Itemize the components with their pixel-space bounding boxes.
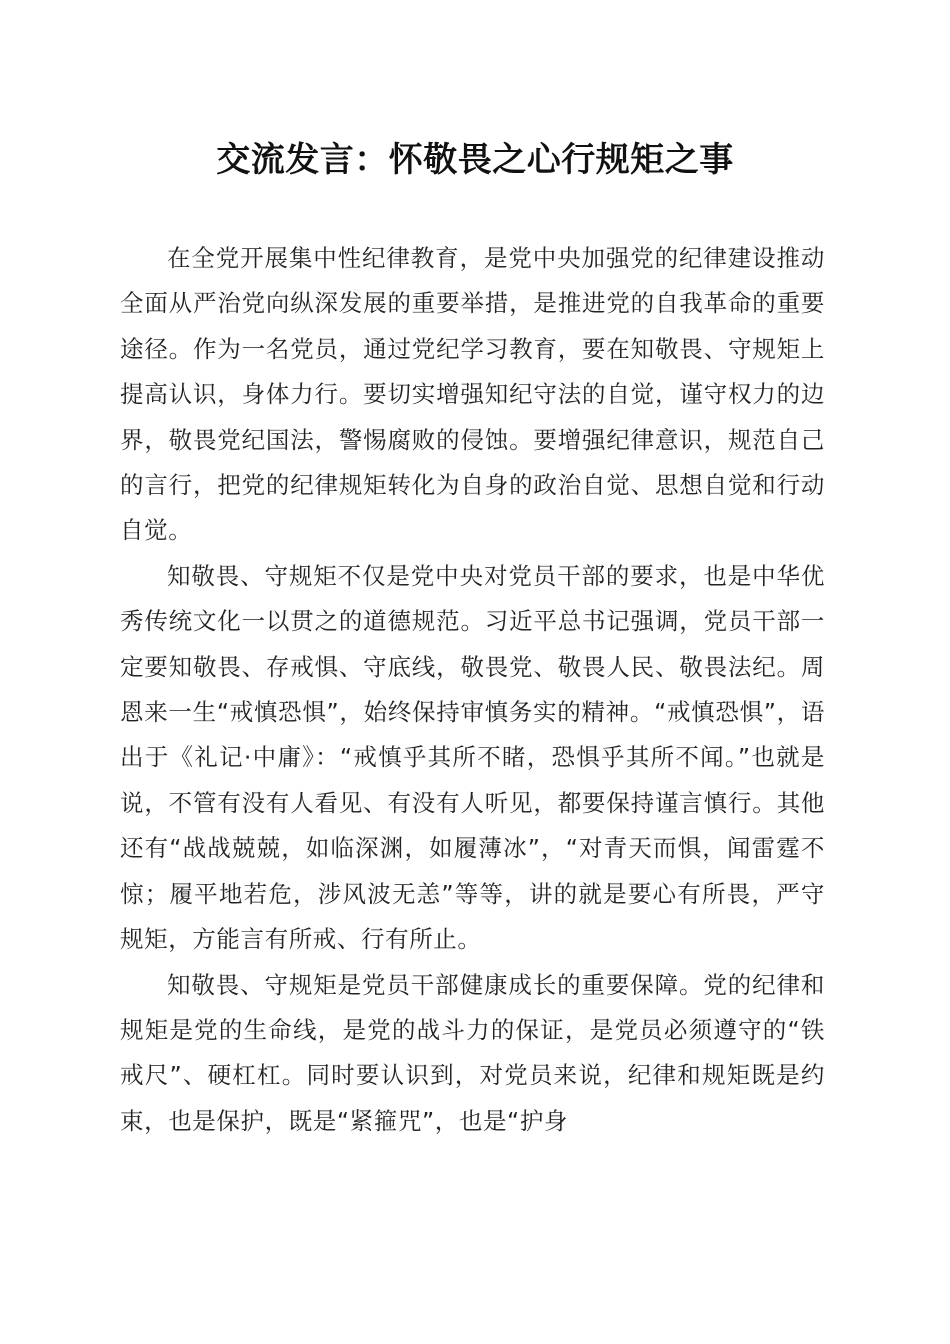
paragraph-1: 在全党开展集中性纪律教育，是党中央加强党的纪律建设推动全面从严治党向纵深发展的重要举措，是推进党的自我革命的重要途径。作为一名党员，通过党纪学习教育，要在知敬畏、守规矩上提高认识，身体力行。要切实增强知纪守法的自觉，谨守权力的边界，敬畏党纪国法，警惕腐败的侵蚀。要增强纪律意识，规范自己的言行，把党的纪律规矩转化为自身的政治自觉、思想自觉和行动自觉。 — [120, 244, 825, 545]
paragraph-3: 知敬畏、守规矩是党员干部健康成长的重要保障。党的纪律和规矩是党的生命线，是党的战斗力的保证，是党员必须遵守的“铁戒尺”、硬杠杠。同时要认识到，对党员来说，纪律和规矩既是约束，也是保护，既是“紧箍咒”，也是“护身 — [120, 970, 825, 1135]
paragraph-2: 知敬畏、守规矩不仅是党中央对党员干部的要求，也是中华优秀传统文化一以贯之的道德规范。习近平总书记强调，党员干部一定要知敬畏、存戒惧、守底线，敬畏党、敬畏人民、敬畏法纪。周恩来一生“戒慎恐惧”，始终保持审慎务实的精神。“戒慎恐惧”，语出于《礼记·中庸》：“戒慎乎其所不睹，恐惧乎其所不闻。”也就是说，不管有没有人看见、有没有人听见，都要保持谨言慎行。其他还有“战战兢兢，如临深渊，如履薄冰”，“对青天而惧，闻雷霆不惊；履平地若危，涉风波无恙”等等，讲的就是要心有所畏，严守规矩，方能言有所戒、行有所止。 — [120, 561, 825, 954]
document-body — [120, 236, 825, 1144]
document-title: 交流发言：怀敬畏之心行规矩之事 — [216, 140, 734, 180]
